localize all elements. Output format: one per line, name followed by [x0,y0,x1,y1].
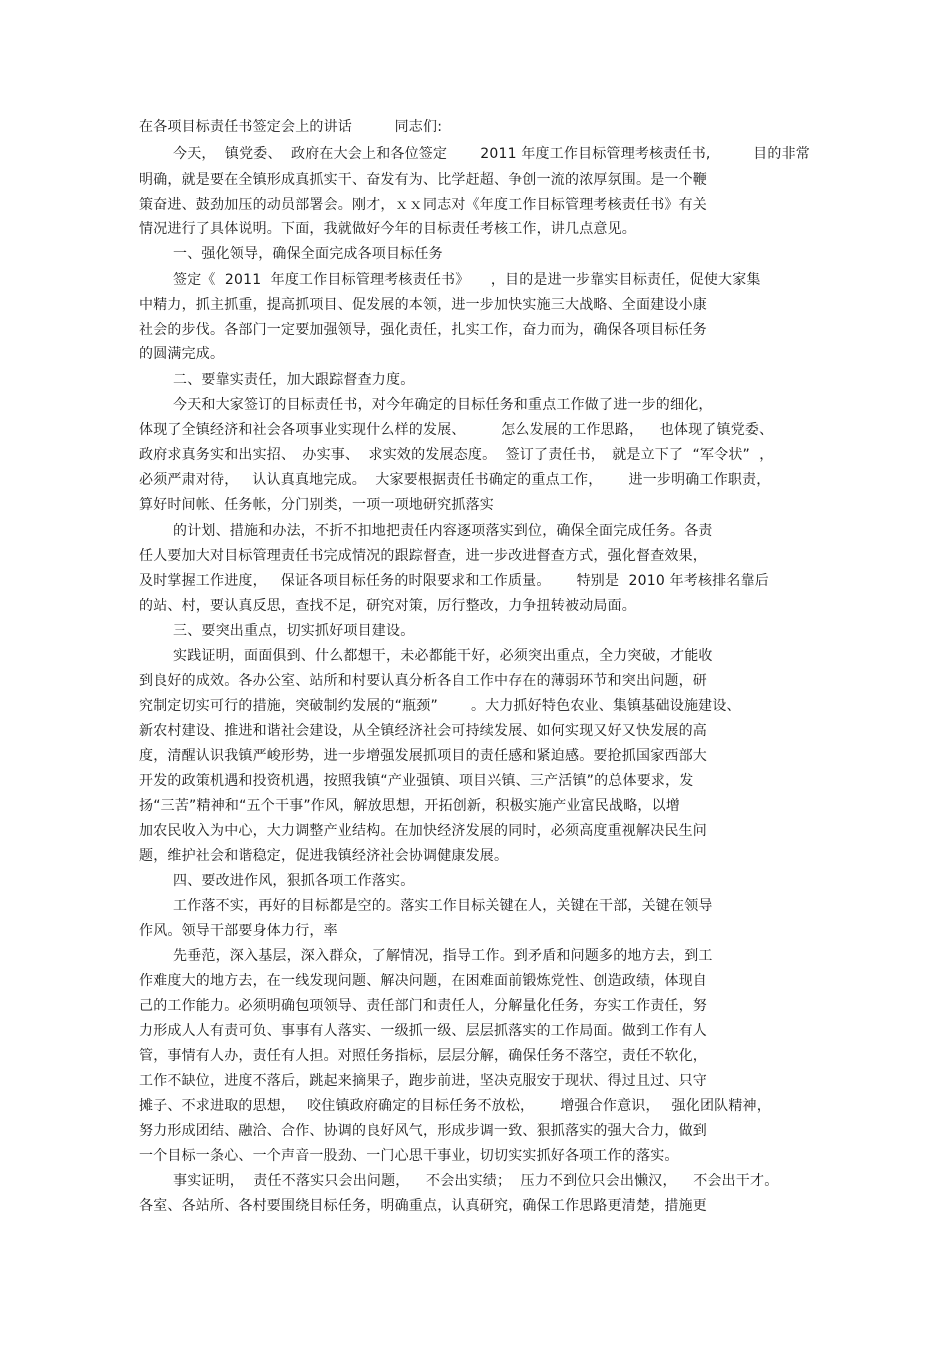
paragraph-line: 今天和大家签订的目标责任书，对今年确定的目标任务和重点工作做了进一步的细化， [173,397,713,413]
paragraph-line: 一个目标一条心、一个声音一股劲、一门心思干事业，切切实实抓好各项工作的落实。 [139,1148,679,1164]
paragraph-line: 的计划、措施和办法，不折不扣地把责任内容逐项落实到位，确保全面完成任务。各责 [173,523,713,539]
paragraph-line: 到良好的成效。各办公室、站所和村要认真分析各自工作中存在的薄弱环节和突出问题，研 [139,673,707,689]
paragraph-line: 事实证明， 责任不落实只会出问题， 不会出实绩； 压力不到位只会出懒汉， 不会出干才。 [173,1173,779,1189]
section-heading-1: 一、强化领导，确保全面完成各项目标任务 [173,246,443,262]
paragraph-line: 力形成人人有责可负、事事有人落实、一级抓一级、层层抓落实的工作局面。做到工作有人 [139,1023,707,1039]
paragraph-line: 签定《 2011 年度工作目标管理考核责任书》 ，目的是进一步靠实目标责任，促使大家集 [173,272,761,288]
paragraph-line: 究制定切实可行的措施，突破制约发展的“瓶颈” 。大力抓好特色农业、集镇基础设施建设、 [139,698,741,714]
paragraph-line: 题，维护社会和谐稳定，促进我镇经济社会协调健康发展。 [139,848,509,864]
section-heading-3: 三、要突出重点，切实抓好项目建设。 [173,623,415,639]
paragraph-line: 的圆满完成。 [139,346,225,362]
document-title-line: 在各项目标责任书签定会上的讲话 同志们: [139,119,443,135]
paragraph-line: 政府求真务实和出实招、 办实事、 求实效的发展态度。 签订了责任书， 就是立下了 “军令状” ， [139,447,774,463]
paragraph-line: 的站、村，要认真反思，查找不足，研究对策，厉行整改，力争扭转被动局面。 [139,598,636,614]
paragraph-line: 各室、各站所、各村要围绕目标任务，明确重点，认真研究，确保工作思路更清楚，措施更 [139,1198,707,1214]
paragraph-line: 己的工作能力。必须明确包项领导、责任部门和责任人，分解量化任务，夯实工作责任，努 [139,998,707,1014]
paragraph-line: 社会的步伐。各部门一定要加强领导，强化责任，扎实工作，奋力而为，确保各项目标任务 [139,322,707,338]
paragraph-line: 策奋进、鼓劲加压的动员部署会。刚才，ｘｘ同志对《年度工作目标管理考核责任书》有关 [139,197,707,213]
paragraph-line: 摊子、不求进取的思想， 咬住镇政府确定的目标任务不放松， 增强合作意识， 强化团队精神， [139,1098,771,1114]
paragraph-line: 必须严肃对待， 认认真真地完成。 大家要根据责任书确定的重点工作， 进一步明确工作职责， [139,472,771,488]
paragraph-line: 新农村建设、推进和谐社会建设，从全镇经济社会可持续发展、如何实现又好又快发展的高 [139,723,707,739]
paragraph-line: 加农民收入为中心，大力调整产业结构。在加快经济发展的同时，必须高度重视解决民生问 [139,823,707,839]
paragraph-line: 管，事情有人办，责任有人担。对照任务指标，层层分解，确保任务不落空，责任不软化， [139,1048,707,1064]
paragraph-line: 中精力，抓主抓重，提高抓项目、促发展的本领，进一步加快实施三大战略、全面建设小康 [139,297,707,313]
paragraph-line: 算好时间帐、任务帐，分门别类，一项一项地研究抓落实 [139,497,494,513]
paragraph-line: 体现了全镇经济和社会各项事业实现什么样的发展、 怎么发展的工作思路， 也体现了镇党委、 [139,422,774,438]
paragraph-line: 实践证明，面面俱到、什么都想干，未必都能干好，必须突出重点，全力突破，才能收 [173,648,713,664]
paragraph-line: 工作落不实，再好的目标都是空的。落实工作目标关键在人，关键在干部，关键在领导 [173,898,713,914]
paragraph-line: 工作不缺位，进度不落后，跳起来摘果子，跑步前进，坚决克服安于现状、得过且过、只守 [139,1073,707,1089]
paragraph-line: 开发的政策机遇和投资机遇，按照我镇“产业强镇、项目兴镇、三产活镇”的总体要求，发 [139,773,694,789]
paragraph-line: 作难度大的地方去，在一线发现问题、解决问题，在困难面前锻炼党性、创造政绩，体现自 [139,973,707,989]
section-heading-2: 二、要靠实责任，加大跟踪督查力度。 [173,372,415,388]
paragraph-line: 明确，就是要在全镇形成真抓实干、奋发有为、比学赶超、争创一流的浓厚氛围。是一个鞭 [139,172,707,188]
paragraph-line: 情况进行了具体说明。下面，我就做好今年的目标责任考核工作，讲几点意见。 [139,221,636,237]
paragraph-line: 度，清醒认识我镇严峻形势，进一步增强发展抓项目的责任感和紧迫感。要抢抓国家西部大 [139,748,707,764]
section-heading-4: 四、要改进作风，狠抓各项工作落实。 [173,873,415,889]
paragraph-line: 作风。领导干部要身体力行，率 [139,923,338,939]
paragraph-line: 先垂范，深入基层，深入群众，了解情况，指导工作。到矛盾和问题多的地方去，到工 [173,948,713,964]
paragraph-line: 及时掌握工作进度， 保证各项目标任务的时限要求和工作质量。 特别是 2010 年考核排名靠后 [139,573,769,589]
paragraph-line: 今天， 镇党委、 政府在大会上和各位签定 2011 年度工作目标管理考核责任书, 目的非常 [173,146,810,162]
paragraph-line: 努力形成团结、融洽、合作、协调的良好风气，形成步调一致、狠抓落实的强大合力，做到 [139,1123,707,1139]
paragraph-line: 扬“三苦”精神和“五个干事”作风，解放思想，开拓创新，积极实施产业富民战略，以增 [139,798,681,814]
paragraph-line: 任人要加大对目标管理责任书完成情况的跟踪督查，进一步改进督查方式，强化督查效果， [139,548,707,564]
